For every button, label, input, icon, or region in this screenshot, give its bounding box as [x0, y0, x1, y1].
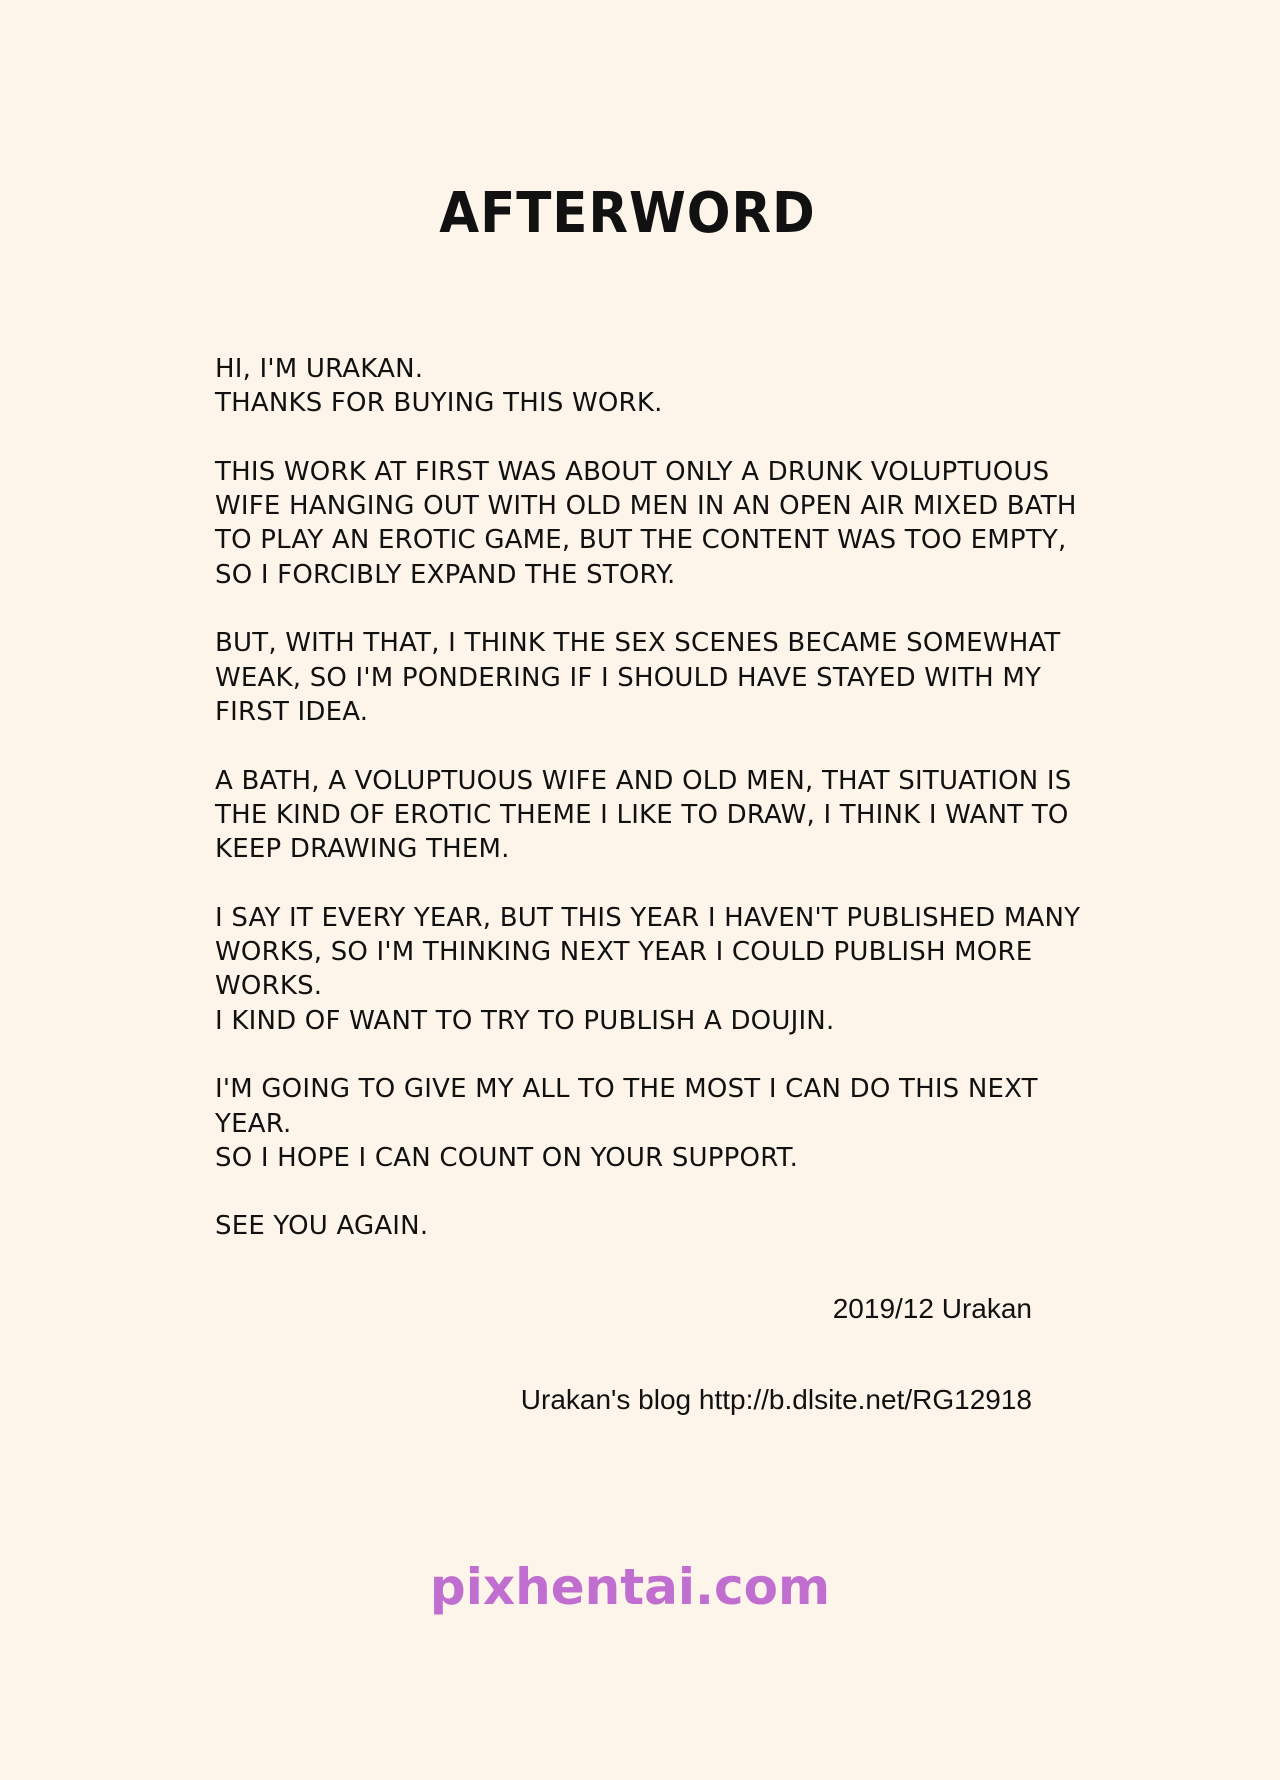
text-line: WORKS, SO I'M THINKING NEXT YEAR I COULD PUBLISH MORE: [215, 937, 1033, 968]
paragraph: [215, 1209, 1075, 1243]
text-line: WIFE HANGING OUT WITH OLD MEN IN AN OPEN AIR MIXED BATH: [215, 491, 1077, 522]
paragraph: [215, 455, 1075, 592]
site-watermark: pixhentai.com: [429, 1558, 831, 1616]
text-line: SO I FORCIBLY EXPAND THE STORY.: [215, 559, 676, 590]
blog-link[interactable]: Urakan's blog http://b.dlsite.net/RG12918: [520, 1384, 1032, 1415]
text-line: BUT, WITH THAT, I THINK THE SEX SCENES BECAME SOMEWHAT: [215, 628, 1061, 659]
paragraph: [215, 901, 1081, 1038]
text-line: I SAY IT EVERY YEAR, BUT THIS YEAR I HAVEN'T PUBLISHED MANY: [215, 902, 1081, 933]
paragraph: [215, 1072, 1075, 1175]
text-line: WORKS.: [215, 971, 323, 1002]
text-line: I'M GOING TO GIVE MY ALL TO THE MOST I CAN DO THIS NEXT: [215, 1074, 1038, 1105]
text-line: I KIND OF WANT TO TRY TO PUBLISH A DOUJIN.: [215, 1005, 835, 1036]
text-line: THE KIND OF EROTIC THEME I LIKE TO DRAW, I THINK I WANT TO: [215, 799, 1069, 830]
text-line: HI, I'M URAKAN.: [215, 354, 424, 384]
text-line: KEEP DRAWING THEM.: [215, 834, 510, 865]
afterword-body: [215, 352, 1081, 1278]
text-line: A BATH, A VOLUPTUOUS WIFE AND OLD MEN, THAT SITUATION IS: [215, 765, 1072, 796]
text-line: FIRST IDEA.: [215, 696, 369, 727]
text-line: YEAR.: [215, 1108, 292, 1139]
paragraph: [215, 626, 1075, 729]
text-line: SEE YOU AGAIN.: [215, 1211, 429, 1242]
text-line: THIS WORK AT FIRST WAS ABOUT ONLY A DRUNK VOLUPTUOUS: [215, 456, 1050, 487]
text-line: WEAK, SO I'M PONDERING IF I SHOULD HAVE STAYED WITH MY: [215, 662, 1042, 693]
paragraph: [215, 352, 1075, 421]
text-line: THANKS FOR BUYING THIS WORK.: [215, 388, 663, 419]
text-line: TO PLAY AN EROTIC GAME, BUT THE CONTENT WAS TOO EMPTY,: [215, 525, 1067, 556]
text-line: SO I HOPE I CAN COUNT ON YOUR SUPPORT.: [215, 1142, 799, 1173]
page-title: AFTERWORD: [439, 181, 816, 246]
paragraph: [215, 764, 1075, 867]
signature-date: 2019/12 Urakan: [832, 1293, 1032, 1324]
